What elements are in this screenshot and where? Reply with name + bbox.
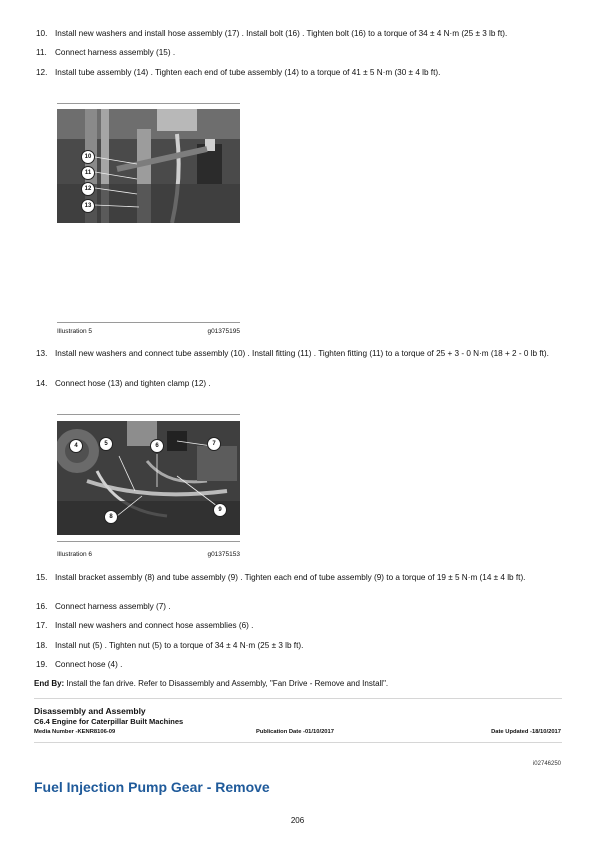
page-number: 206 <box>290 816 305 825</box>
date-updated: Date Updated -18/10/2017 <box>491 729 561 735</box>
end-by-label: End By: <box>34 679 65 688</box>
illustration-label: Illustration 6 <box>57 551 93 558</box>
step-12 <box>36 67 566 78</box>
figure-top-rule <box>57 414 240 415</box>
step-number: 16. <box>36 602 48 611</box>
step-text: Install tube assembly (14) . Tighten each end of tube assembly (14) to a torque of 41 ± 5 N·m (30 ± 4 lb ft). <box>55 68 441 77</box>
media-number: Media Number -KENR8106-09 <box>34 729 116 735</box>
figure-bottom-rule <box>57 322 240 323</box>
illustration-6-caption <box>57 551 240 558</box>
step-18 <box>36 640 566 651</box>
step-text: Connect harness assembly (7) . <box>55 602 171 611</box>
callout-5: 5 <box>99 437 113 451</box>
step-text: Install nut (5) . Tighten nut (5) to a torque of 34 ± 4 N·m (25 ± 3 lb ft). <box>55 641 304 650</box>
step-text: Install bracket assembly (8) and tube assembly (9) . Tighten each end of tube assembly (9) to a torque of 19 ± 5 N·m (14 ± 4 lb ft). <box>55 573 526 582</box>
step-13 <box>36 348 566 359</box>
step-number: 11. <box>36 48 47 57</box>
step-number: 15. <box>36 573 48 582</box>
callout-9: 9 <box>213 503 227 517</box>
step-17 <box>36 620 566 631</box>
illustration-code: g01375195 <box>207 328 240 335</box>
step-10 <box>36 28 566 39</box>
callout-10: 10 <box>81 150 95 164</box>
illustration-5-caption <box>57 328 240 335</box>
publication-date: Publication Date -01/10/2017 <box>256 729 334 735</box>
illustration-label: Illustration 5 <box>57 328 93 335</box>
step-number: 17. <box>36 621 48 630</box>
end-by-text: Install the fan drive. Refer to Disassembly and Assembly, "Fan Drive - Remove and Install". <box>66 679 389 688</box>
illustration-6-photo <box>57 421 240 535</box>
illustration-code: g01375153 <box>207 551 240 558</box>
step-number: 18. <box>36 641 48 650</box>
footer-divider <box>34 742 562 743</box>
end-by-note <box>34 679 388 688</box>
callout-7: 7 <box>207 437 221 451</box>
callout-8: 8 <box>104 510 118 524</box>
callout-4: 4 <box>69 439 83 453</box>
step-14 <box>36 378 566 389</box>
callout-11: 11 <box>81 166 95 180</box>
step-text: Install new washers and connect tube assembly (10) . Install fitting (11) . Tighten fitting (11) to a torque of 25 + 3 - 0 N·m (18 + 2 - 0 lb ft). <box>55 349 549 358</box>
step-text: Install new washers and connect hose assemblies (6) . <box>55 621 254 630</box>
step-19 <box>36 659 566 670</box>
section-title: Fuel Injection Pump Gear - Remove <box>34 779 270 795</box>
step-number: 13. <box>36 349 48 358</box>
step-11 <box>36 47 566 58</box>
footer-title: Disassembly and Assembly <box>34 706 146 716</box>
footer-divider <box>34 698 562 699</box>
step-number: 14. <box>36 379 48 388</box>
step-16 <box>36 601 566 612</box>
step-text: Connect harness assembly (15) . <box>55 48 176 57</box>
step-number: 10. <box>36 29 48 38</box>
step-15 <box>36 572 566 583</box>
figure-bottom-rule <box>57 541 240 542</box>
callout-6: 6 <box>150 439 164 453</box>
footer-subtitle: C6.4 Engine for Caterpillar Built Machines <box>34 717 184 726</box>
step-number: 12. <box>36 68 48 77</box>
step-text: Connect hose (13) and tighten clamp (12) . <box>55 379 211 388</box>
document-id: i02746250 <box>532 761 561 767</box>
callout-12: 12 <box>81 182 95 196</box>
figure-top-rule <box>57 103 240 104</box>
illustration-5-photo <box>57 109 240 223</box>
step-number: 19. <box>36 660 48 669</box>
callout-13: 13 <box>81 199 95 213</box>
step-text: Connect hose (4) . <box>55 660 123 669</box>
step-text: Install new washers and install hose assembly (17) . Install bolt (16) . Tighten bolt (16) to a torque of 34 ± 4 N·m (25 ± 3 lb ft). <box>55 29 508 38</box>
